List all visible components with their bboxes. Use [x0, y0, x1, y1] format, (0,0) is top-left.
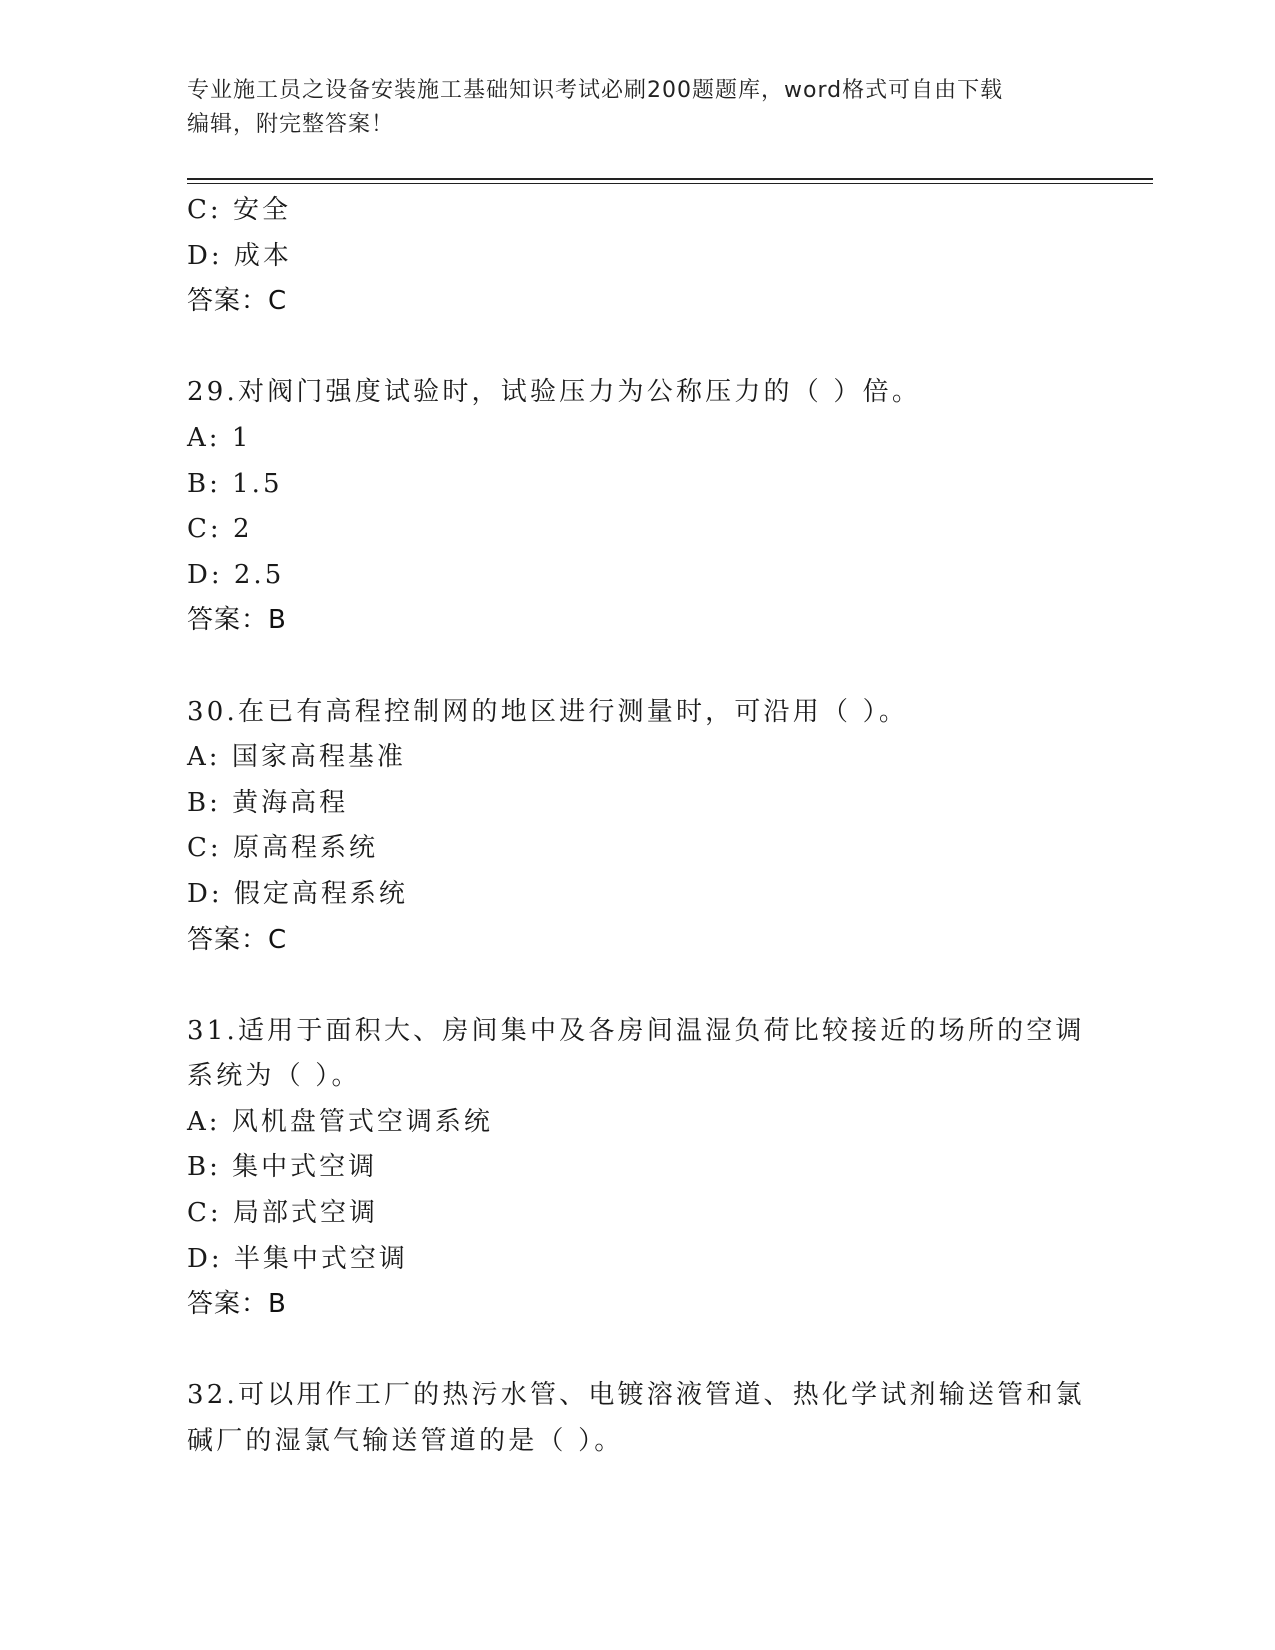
option-separator: :: [209, 1152, 221, 1183]
option-line: [187, 1191, 1087, 1237]
header-title-line-1: 专业施工员之设备安装施工基础知识考试必刷200题题库，word格式可自由下载: [187, 78, 1004, 103]
option-text: 1: [231, 422, 252, 453]
option-line: [187, 1237, 1087, 1283]
option-label: D: [187, 878, 211, 909]
header-title-line-2: 编辑，附完整答案！: [187, 112, 395, 137]
question-31: [187, 1009, 1087, 1328]
option-text: 成本: [233, 240, 292, 271]
option-line: [187, 553, 1087, 599]
option-label: D: [187, 559, 211, 590]
option-text: 1.5: [232, 468, 283, 499]
option-line: [187, 1100, 1087, 1146]
header-divider-thin: [187, 183, 1153, 184]
spacer: [187, 644, 1087, 690]
option-label: A: [187, 742, 209, 773]
document-header: [187, 74, 1067, 142]
option-separator: :: [210, 240, 223, 271]
spacer: [187, 963, 1087, 1009]
option-label: B: [187, 468, 210, 499]
option-label: C: [187, 833, 210, 864]
option-label: C: [187, 514, 210, 545]
header-divider-thick: [187, 178, 1153, 180]
question-text: 31.适用于面积大、房间集中及各房间温湿负荷比较接近的场所的空调: [187, 1015, 1085, 1046]
answer-line: 答案：B: [187, 1289, 287, 1320]
option-label: B: [187, 1152, 210, 1183]
option-text: 原高程系统: [232, 833, 378, 864]
option-separator: :: [210, 1243, 223, 1274]
question-30: [187, 690, 1087, 964]
option-text: 2: [232, 514, 253, 545]
question-text: 30.在已有高程控制网的地区进行测量时，可沿用（ ）。: [187, 696, 909, 727]
answer-line: 答案：C: [187, 924, 288, 955]
option-label: D: [187, 240, 211, 271]
option-text: 2.5: [233, 559, 285, 590]
option-label: A: [187, 422, 209, 453]
option-separator: :: [208, 1106, 221, 1137]
question-text: 29.对阀门强度试验时，试验压力为公称压力的（ ）倍。: [187, 377, 922, 408]
option-separator: :: [209, 1198, 222, 1229]
question-text: 32.可以用作工厂的热污水管、电镀溶液管道、热化学试剂输送管和氯: [187, 1380, 1085, 1411]
option-text: 集中式空调: [232, 1152, 378, 1183]
option-separator: :: [209, 833, 222, 864]
option-line: [187, 416, 1087, 462]
option-label: C: [187, 1198, 210, 1229]
question-text: 碱厂的湿氯气输送管道的是（ ）。: [187, 1426, 624, 1457]
option-separator: :: [209, 468, 221, 499]
option-text: 黄海高程: [232, 787, 349, 818]
option-text: 风机盘管式空调系统: [231, 1106, 493, 1137]
option-line: [187, 735, 1087, 781]
option-line: [187, 826, 1087, 872]
question-29: [187, 370, 1087, 644]
option-separator: :: [208, 422, 221, 453]
option-line: [187, 872, 1087, 918]
option-text: 国家高程基准: [231, 742, 406, 773]
option-line: [187, 234, 1087, 280]
option-line: [187, 507, 1087, 553]
option-separator: :: [208, 742, 221, 773]
question-28-continuation: [187, 188, 1087, 325]
option-separator: :: [210, 559, 223, 590]
option-separator: :: [209, 514, 222, 545]
option-separator: :: [209, 195, 222, 225]
option-separator: :: [209, 787, 221, 818]
option-line: [187, 462, 1087, 508]
option-text: 局部式空调: [232, 1198, 378, 1229]
option-label: D: [187, 1243, 211, 1274]
option-text: 安全: [232, 195, 291, 225]
option-label: B: [187, 787, 210, 818]
option-line: [187, 188, 1087, 234]
spacer: [187, 325, 1087, 371]
question-32: [187, 1373, 1087, 1464]
option-label: C: [187, 195, 210, 225]
question-text: 系统为（ ）。: [187, 1061, 361, 1092]
option-text: 半集中式空调: [233, 1243, 408, 1274]
answer-line: 答案：B: [187, 605, 287, 636]
option-separator: :: [210, 878, 223, 909]
option-line: [187, 1145, 1087, 1191]
spacer: [187, 1328, 1087, 1374]
option-label: A: [187, 1106, 209, 1137]
option-text: 假定高程系统: [233, 878, 408, 909]
answer-line: 答案：C: [187, 286, 288, 317]
option-line: [187, 781, 1087, 827]
question-list: [187, 188, 1087, 1465]
